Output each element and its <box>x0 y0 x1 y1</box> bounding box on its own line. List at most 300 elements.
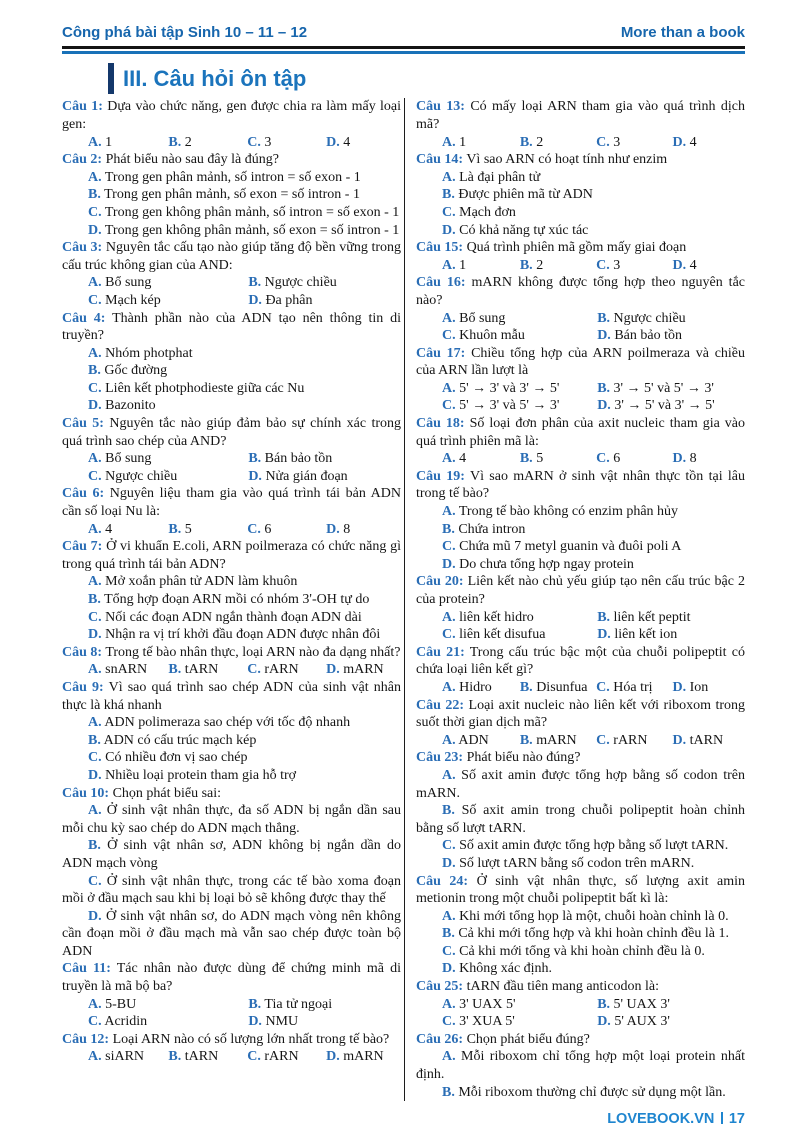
option-letter: B. <box>168 662 182 678</box>
option <box>88 1048 168 1066</box>
options-group <box>416 380 745 415</box>
option-text: Nhiều loại protein tham gia hỗ trợ <box>105 767 297 783</box>
question <box>416 274 745 344</box>
option <box>62 169 401 187</box>
option-letter: A. <box>442 257 456 273</box>
option-text: Khuôn mẫu <box>459 328 525 344</box>
page-number: 17 <box>728 1111 745 1128</box>
option-letter: C. <box>442 1014 456 1030</box>
option <box>520 732 596 750</box>
option-text: 8 <box>689 451 697 467</box>
question <box>416 345 745 415</box>
question-number: Câu 10: <box>62 785 110 801</box>
option <box>597 310 745 328</box>
page-header <box>62 24 745 46</box>
option-text: Do chưa tổng hợp ngay protein <box>459 556 634 572</box>
option-text: 5-BU <box>105 996 137 1012</box>
question-text <box>416 873 745 908</box>
question-body: Loại axit nucleic nào liên kết với riboxom trong suốt thời gian dịch mã? <box>416 697 746 731</box>
option <box>62 908 401 961</box>
option-text: snARN <box>105 662 148 678</box>
option-text: mARN <box>343 1049 384 1065</box>
option-text: liên kết disufua <box>459 627 546 643</box>
option-letter: A. <box>442 451 456 467</box>
option <box>520 679 596 697</box>
option <box>62 186 401 204</box>
option-text: 4 <box>105 521 113 537</box>
option-text: 5' → 3' và 3' → 5' <box>459 380 560 396</box>
option <box>416 908 745 926</box>
option <box>597 609 745 627</box>
options-group <box>416 908 745 978</box>
option <box>326 1048 401 1066</box>
option <box>442 134 520 152</box>
option-letter: B. <box>519 732 533 748</box>
option-text: Bán bảo tồn <box>264 451 333 467</box>
options-group <box>416 503 745 573</box>
question-body: tARN đầu tiên mang anticodon là: <box>466 979 660 995</box>
option-letter: C. <box>442 328 456 344</box>
option <box>442 257 520 275</box>
option <box>62 802 401 837</box>
option-text: Trong gen phân mảnh, số intron = số exon - 1 <box>104 169 361 185</box>
option-letter: D. <box>88 398 102 414</box>
option-text: 3' UAX 5' <box>459 996 516 1012</box>
option-letter: D. <box>597 627 611 643</box>
option <box>416 503 745 521</box>
option <box>442 626 597 644</box>
option <box>88 468 248 486</box>
option-text: Số axit amin được tổng hợp bằng số codon trên mARN. <box>416 767 745 801</box>
option-letter: C. <box>88 609 102 625</box>
question-text <box>62 1031 401 1049</box>
option-text: 5' UAX 3' <box>613 996 670 1012</box>
question <box>62 239 401 309</box>
option-letter: B. <box>597 310 611 326</box>
question <box>62 98 401 151</box>
option-letter: C. <box>596 732 610 748</box>
options-group <box>62 345 401 415</box>
option-text: 3 <box>613 134 621 150</box>
option-letter: A. <box>442 679 456 695</box>
option-letter: B. <box>248 996 262 1012</box>
option-text: ADN <box>458 732 489 748</box>
question-number: Câu 5: <box>62 416 104 432</box>
section-heading-bar <box>108 63 114 95</box>
question <box>416 151 745 239</box>
option-letter: D. <box>672 679 687 695</box>
option <box>88 134 168 152</box>
option-letter: C. <box>442 398 456 414</box>
option-text: Bazonito <box>105 398 156 414</box>
question-text <box>62 239 401 274</box>
option-letter: D. <box>326 134 340 150</box>
option-letter: A. <box>88 345 102 361</box>
option <box>248 274 401 292</box>
option <box>596 732 672 750</box>
option-letter: D. <box>672 732 687 748</box>
option-letter: D. <box>248 1014 262 1030</box>
option-text: 1 <box>459 134 467 150</box>
option-text: Bổ sung <box>105 275 152 291</box>
section-title: III. Câu hỏi ôn tập <box>123 65 307 91</box>
option <box>416 960 745 978</box>
question-number: Câu 17: <box>416 345 466 361</box>
option-letter: D. <box>672 451 687 467</box>
option-text: 5 <box>536 451 544 467</box>
option-text: Ở sinh vật nhân sơ, ADN không bị ngắn dần do ADN mạch vòng <box>62 838 402 871</box>
options-group <box>62 661 401 679</box>
option-text: rARN <box>613 732 648 748</box>
option-text: Ngược chiều <box>264 275 337 291</box>
question-number: Câu 1: <box>62 99 103 115</box>
option-text: 2 <box>536 134 544 150</box>
question-body: Quá trình phiên mã gồm mấy giai đoạn <box>466 240 687 256</box>
option <box>168 1048 247 1066</box>
option-text: Tia tử ngoại <box>264 996 333 1012</box>
options-group <box>416 310 745 345</box>
option-letter: A. <box>442 504 456 520</box>
option <box>416 837 745 855</box>
option-letter: B. <box>442 926 455 942</box>
option <box>62 204 401 222</box>
option-text: 5 <box>184 521 192 537</box>
option-letter: A. <box>442 908 456 924</box>
option-text: 1 <box>459 257 467 273</box>
question-body: Trong cấu trúc bậc một của chuỗi polipeptit có chứa loại liên kết gì? <box>416 644 746 678</box>
question-body: Ở vi khuẩn E.coli, ARN poilmeraza có chức năng gì trong quá trình tái bản ADN? <box>62 539 401 572</box>
option-text: Hóa trị <box>613 679 653 695</box>
option <box>62 626 401 644</box>
option <box>416 855 745 873</box>
options-group <box>62 1048 401 1066</box>
option-letter: D. <box>326 521 340 537</box>
option-letter: D. <box>442 961 456 977</box>
option-letter: C. <box>596 257 610 273</box>
left-column <box>62 98 405 1101</box>
option <box>62 222 401 240</box>
option-letter: D. <box>672 257 687 273</box>
option-letter: D. <box>248 292 262 308</box>
options-group <box>62 714 401 784</box>
option <box>62 397 401 415</box>
option-letter: C. <box>596 679 610 695</box>
option <box>672 134 745 152</box>
option-letter: B. <box>442 187 455 203</box>
question-body: Nguyên liệu tham gia vào quá trình tái bản ADN cần số loại Nu là: <box>62 486 401 520</box>
option-text: Nửa gián đoạn <box>265 468 348 484</box>
question-text <box>62 679 401 714</box>
option <box>88 1013 248 1031</box>
option-letter: D. <box>248 468 262 484</box>
question-text <box>416 697 745 732</box>
option-text: 4 <box>689 134 697 150</box>
question <box>416 239 745 274</box>
option-text: liên kết peptit <box>613 609 691 625</box>
question-number: Câu 7: <box>62 539 103 555</box>
question-text <box>416 345 745 380</box>
option-text: mARN <box>343 662 384 678</box>
option-letter: B. <box>519 134 533 150</box>
question-text <box>416 573 745 608</box>
options-group <box>416 1048 745 1101</box>
option <box>416 767 745 802</box>
question-number: Câu 20: <box>416 574 464 590</box>
option-text: Bổ sung <box>105 451 152 467</box>
question-number: Câu 8: <box>62 644 103 660</box>
option-text: Được phiên mã từ ADN <box>458 187 593 203</box>
question-text <box>62 98 401 133</box>
option-letter: B. <box>88 187 101 203</box>
question-text <box>416 239 745 257</box>
option-letter: B. <box>168 134 182 150</box>
question-text <box>416 1031 745 1049</box>
option-text: Có khả năng tự xúc tác <box>459 222 589 238</box>
section-heading <box>108 63 745 95</box>
option <box>62 732 401 750</box>
option-letter: B. <box>519 679 533 695</box>
option-text: rARN <box>264 1049 299 1065</box>
question <box>62 310 401 416</box>
question-text <box>62 785 401 803</box>
question-body: Nguyên tắc nào giúp đảm bảo sự chính xác trong quá trình sao chép của AND? <box>62 416 402 449</box>
option-text: Trong gen không phân mảnh, số exon = số intron - 1 <box>104 222 400 238</box>
option-letter: C. <box>88 873 102 889</box>
option <box>88 661 168 679</box>
question-number: Câu 16: <box>416 275 466 291</box>
option-text: Bổ sung <box>459 310 506 326</box>
question-body: Số loại đơn phân của axit nucleic tham gia vào quá trình phiên mã là: <box>416 416 746 449</box>
question-number: Câu 24: <box>416 873 469 889</box>
option-text: siARN <box>105 1049 145 1065</box>
option <box>597 1013 745 1031</box>
option-letter: A. <box>88 1049 102 1065</box>
option-text: 3 <box>613 257 621 273</box>
options-group <box>416 134 745 152</box>
option <box>168 661 247 679</box>
question-number: Câu 19: <box>416 468 465 484</box>
option-letter: B. <box>88 363 101 379</box>
question <box>62 644 401 679</box>
option-text: Bán bảo tồn <box>614 328 682 344</box>
option-letter: C. <box>596 451 610 467</box>
option <box>416 169 745 187</box>
option-text: ADN polimeraza sao chép với tốc độ nhanh <box>104 715 351 731</box>
question-number: Câu 12: <box>62 1031 110 1047</box>
header-right-tagline: More than a book <box>620 24 745 41</box>
option-text: liên kết hidro <box>459 609 534 625</box>
question-text <box>62 415 401 450</box>
option <box>596 134 672 152</box>
option-text: 3 <box>264 134 272 150</box>
question-number: Câu 11: <box>62 961 111 977</box>
option <box>672 732 745 750</box>
question-body: Chọn phát biểu đúng? <box>466 1031 590 1047</box>
option-text: 4 <box>343 134 351 150</box>
option-letter: C. <box>88 204 102 220</box>
option <box>596 257 672 275</box>
option-letter: C. <box>442 627 456 643</box>
options-group <box>416 609 745 644</box>
option-letter: D. <box>326 1049 340 1065</box>
options-group <box>416 996 745 1031</box>
option <box>416 538 745 556</box>
option <box>326 661 401 679</box>
option-text: Acridin <box>104 1014 148 1030</box>
option-letter: A. <box>442 732 456 748</box>
footer-separator <box>721 1112 723 1124</box>
option <box>416 204 745 222</box>
option-text: liên kết ion <box>614 627 678 643</box>
option-letter: B. <box>168 1049 182 1065</box>
option-letter: A. <box>88 134 102 150</box>
question <box>416 1031 745 1101</box>
question-body: Nguyên tắc cấu tạo nào giúp tăng độ bền vững trong cấu trúc không gian của AND: <box>62 240 402 273</box>
option-text: Khi mới tổng họp là một, chuỗi hoàn chỉnh là 0. <box>459 908 729 924</box>
option-letter: A. <box>88 275 102 291</box>
question <box>62 679 401 785</box>
option-text: 5' → 3' và 5' → 3' <box>459 398 560 414</box>
option <box>416 556 745 574</box>
question <box>62 485 401 538</box>
option-text: Số lượt tARN bằng số codon trên mARN. <box>459 855 695 871</box>
option <box>88 996 248 1014</box>
option-text: Mỗi riboxom thường chỉ được sử dụng một lần. <box>458 1084 726 1100</box>
option-text: Cả khi mới tổng hợp và khi hoàn chỉnh đều là 1. <box>458 926 729 942</box>
option <box>88 521 168 539</box>
option-text: 3' → 5' và 5' → 3' <box>613 380 714 396</box>
option-text: 4 <box>689 257 697 273</box>
option-letter: C. <box>88 380 102 396</box>
question-text <box>416 274 745 309</box>
option-letter: A. <box>88 521 102 537</box>
question <box>62 415 401 485</box>
question <box>416 978 745 1031</box>
option-text: 1 <box>105 134 113 150</box>
question <box>416 749 745 872</box>
option-text: Số axit amin trong chuỗi polipeptit hoàn chỉnh bằng số lượt tARN. <box>416 803 745 836</box>
options-group <box>416 679 745 697</box>
two-column-layout <box>62 98 745 1101</box>
option-letter: D. <box>88 627 102 643</box>
question-text <box>416 151 745 169</box>
option <box>442 609 597 627</box>
option-letter: B. <box>597 996 611 1012</box>
question-body: Vì sao quá trình sao chép ADN của sinh vật nhân thực là khá nhanh <box>62 679 401 713</box>
option <box>416 943 745 961</box>
options-group <box>416 450 745 468</box>
option-text: Ngược chiều <box>613 310 686 326</box>
option-letter: C. <box>442 204 456 220</box>
option-text: tARN <box>689 732 724 748</box>
question-body: Thành phần nào của ADN tạo nên thông tin di truyền? <box>62 310 401 344</box>
question-text <box>416 468 745 503</box>
header-rule-black <box>62 46 745 49</box>
option-letter: B. <box>248 275 262 291</box>
option-text: Nhận ra vị trí khởi đầu đoạn ADN được nhân đôi <box>105 627 381 643</box>
option <box>248 468 401 486</box>
option-letter: A. <box>88 169 102 185</box>
option <box>62 837 401 872</box>
option <box>442 450 520 468</box>
option-letter: A. <box>88 574 102 590</box>
option <box>247 1048 326 1066</box>
question-number: Câu 25: <box>416 979 464 995</box>
question-text <box>416 749 745 767</box>
option <box>442 380 597 398</box>
question <box>62 785 401 961</box>
option-letter: B. <box>519 257 533 273</box>
question <box>416 697 745 750</box>
option-text: Là đại phân tử <box>459 169 541 185</box>
option-text: Disunfua <box>536 679 588 695</box>
question-body: Có mấy loại ARN tham gia vào quá trình dịch mã? <box>416 99 746 132</box>
option-text: Không xác định. <box>459 961 553 977</box>
option <box>597 397 745 415</box>
option-letter: B. <box>248 451 262 467</box>
option <box>326 521 401 539</box>
option-letter: C. <box>247 1049 261 1065</box>
question-number: Câu 2: <box>62 152 103 168</box>
option <box>62 345 401 363</box>
option <box>520 257 596 275</box>
option-text: Ở sinh vật nhân sơ, do ADN mạch vòng nên không cần đoạn mồi ở đầu mạch mà vẫn sao chép được toàn bộ ADN <box>62 908 402 959</box>
option-letter: B. <box>88 838 101 854</box>
option-text: 6 <box>613 451 621 467</box>
option-text: 2 <box>184 134 192 150</box>
option <box>248 292 401 310</box>
question-text <box>62 151 401 169</box>
option-text: Ở sinh vật nhân thực, trong các tế bào xoma đoạn mồi ở đầu mạch sau khi bị loại bỏ sẽ không được thay thế <box>62 873 402 907</box>
option-letter: B. <box>519 451 533 467</box>
option-letter: D. <box>442 556 456 572</box>
option-letter: D. <box>88 767 102 783</box>
question <box>416 415 745 468</box>
option-letter: C. <box>442 838 456 854</box>
option-letter: A. <box>442 1049 456 1065</box>
page-footer <box>62 1111 745 1127</box>
option-letter: D. <box>442 222 456 238</box>
option-text: Trong gen không phân mảnh, số intron = số exon - 1 <box>104 204 400 220</box>
option <box>62 362 401 380</box>
option <box>416 222 745 240</box>
option-letter: D. <box>326 662 340 678</box>
option <box>442 679 520 697</box>
option <box>247 134 326 152</box>
option <box>597 626 745 644</box>
question-number: Câu 15: <box>416 240 464 256</box>
option-text: 4 <box>459 451 467 467</box>
options-group <box>62 802 401 960</box>
option <box>597 327 745 345</box>
question-text <box>416 98 745 133</box>
option-text: Tổng hợp đoạn ARN mồi có nhóm 3'-OH tự do <box>104 592 370 608</box>
option-text: Chứa intron <box>458 521 526 537</box>
option <box>62 380 401 398</box>
options-group <box>62 274 401 309</box>
option-letter: C. <box>442 943 456 959</box>
question-text <box>416 978 745 996</box>
question-number: Câu 9: <box>62 679 104 695</box>
option-letter: D. <box>597 398 611 414</box>
option-letter: C. <box>88 1014 102 1030</box>
question-text <box>62 485 401 520</box>
question-number: Câu 18: <box>416 416 465 432</box>
options-group <box>416 767 745 873</box>
option-letter: B. <box>88 592 101 608</box>
options-group <box>62 134 401 152</box>
question-number: Câu 6: <box>62 486 105 502</box>
